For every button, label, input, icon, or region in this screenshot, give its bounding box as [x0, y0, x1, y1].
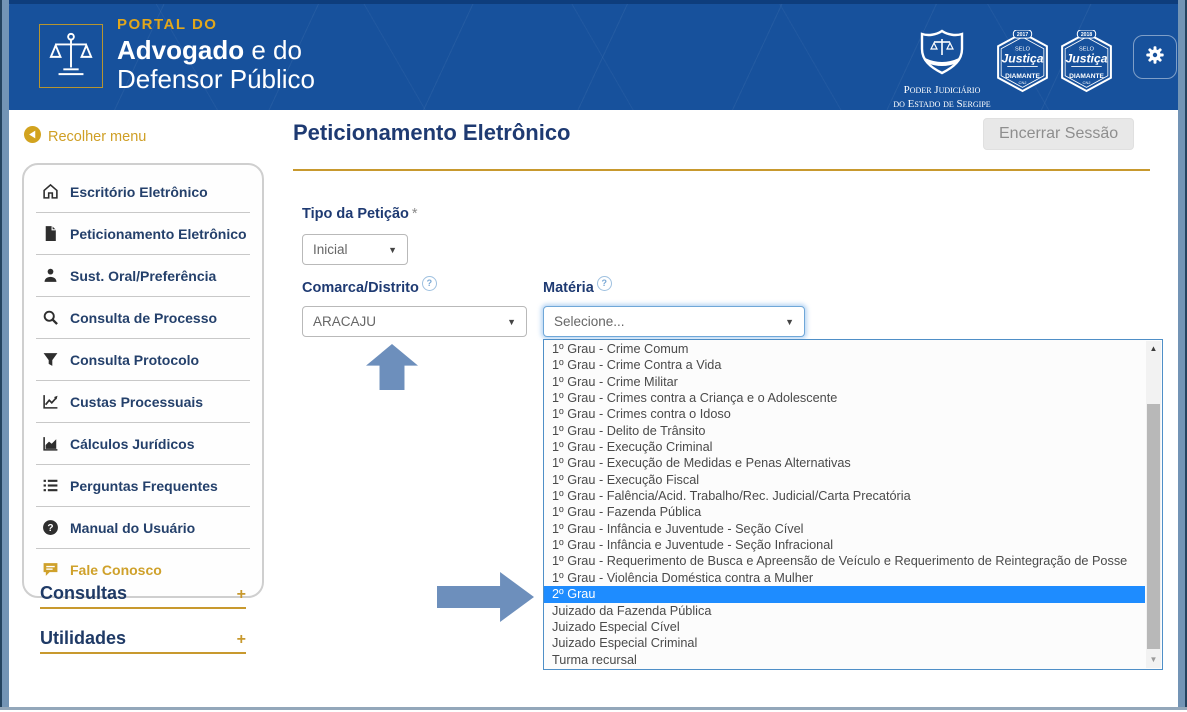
materia-help-icon[interactable]: ?: [597, 276, 612, 291]
sidebar-item-custas-processuais[interactable]: [24, 381, 262, 422]
materia-option[interactable]: 1º Grau - Infância e Juventude - Seção Cível: [552, 521, 804, 536]
materia-option[interactable]: 1º Grau - Crimes contra a Criança e o Adolescente: [552, 391, 838, 406]
sidebar-item-calculos-juridicos[interactable]: [24, 423, 262, 464]
expand-plus-icon: +: [236, 631, 246, 648]
materia-option[interactable]: 1º Grau - Crime Comum: [552, 342, 689, 356]
sidebar-item-peticionamento-eletronico[interactable]: [24, 213, 262, 254]
selo-justica-badge-2017: [994, 30, 1051, 98]
filter-icon: [42, 351, 59, 368]
portal-title-rest: e do: [244, 35, 302, 65]
comarca-distrito-select[interactable]: [302, 306, 527, 337]
comarca-select-value: ARACAJU: [313, 314, 377, 329]
search-icon: [42, 309, 59, 326]
scales-logo-frame: [39, 24, 103, 88]
scrollbar-thumb[interactable]: [1147, 404, 1160, 649]
materia-option[interactable]: 1º Grau - Crime Contra a Vida: [552, 358, 722, 373]
user-icon: [42, 267, 59, 284]
materia-option[interactable]: 1º Grau - Violência Doméstica contra a Mulher: [552, 570, 814, 585]
sidebar-item-perguntas-frequentes[interactable]: [24, 465, 262, 506]
svg-text:?: ?: [47, 523, 54, 535]
materia-option-selected[interactable]: 2º Grau: [544, 586, 1145, 602]
document-icon: [42, 225, 59, 242]
materia-select-value: Selecione...: [554, 314, 625, 329]
page-left-border: [0, 0, 9, 708]
annotation-arrow-right-icon: [437, 572, 534, 622]
sidebar-item-label: Peticionamento Eletrônico: [70, 225, 247, 242]
svg-text:SELO: SELO: [1015, 46, 1030, 53]
collapse-menu-label: Recolher menu: [48, 128, 147, 145]
collapse-circle-arrow-icon: [24, 126, 41, 147]
portal-kicker: PORTAL DO: [117, 16, 218, 33]
materia-options-list: [544, 341, 1145, 668]
page-right-border: [1178, 0, 1187, 708]
sidebar-item-label: Consulta Protocolo: [70, 351, 200, 368]
comarca-distrito-label: Comarca/Distrito ?: [302, 276, 437, 296]
dropdown-scrollbar[interactable]: [1146, 341, 1161, 668]
svg-text:DIAMANTE: DIAMANTE: [1069, 72, 1104, 80]
sidebar-item-consulta-de-processo[interactable]: [24, 297, 262, 338]
materia-option[interactable]: 1º Grau - Fazenda Pública: [552, 505, 702, 520]
chevron-down-icon: ▼: [388, 244, 397, 255]
sidebar-menu: [22, 163, 264, 598]
chart-area-icon: [42, 435, 59, 452]
portal-title-bold: Advogado: [117, 35, 245, 65]
settings-button[interactable]: [1133, 35, 1177, 79]
sidebar-item-consulta-protocolo[interactable]: [24, 339, 262, 380]
materia-option[interactable]: 1º Grau - Crimes contra o Idoso: [552, 407, 731, 422]
sidebar-item-label: Consulta de Processo: [70, 309, 218, 326]
materia-option[interactable]: 1º Grau - Falência/Acid. Trabalho/Rec. Judicial/Carta Precatória: [552, 489, 911, 504]
chevron-down-icon: ▼: [785, 316, 794, 327]
title-divider: [293, 169, 1150, 171]
gear-icon: [1144, 44, 1166, 71]
sidebar-item-label: Fale Conosco: [70, 561, 162, 578]
sidebar-section-consultas[interactable]: [40, 583, 246, 609]
svg-text:2017: 2017: [1016, 32, 1029, 39]
materia-label: Matéria ?: [543, 276, 612, 296]
page-title: Peticionamento Eletrônico: [293, 120, 571, 145]
materia-option[interactable]: Juizado da Fazenda Pública: [552, 603, 712, 618]
materia-option[interactable]: 1º Grau - Execução Fiscal: [552, 472, 700, 487]
svg-text:SELO: SELO: [1079, 46, 1094, 53]
materia-option[interactable]: 1º Grau - Infância e Juventude - Seção Infracional: [552, 538, 834, 553]
materia-option[interactable]: Juizado Especial Criminal: [552, 636, 698, 651]
tipo-da-peticao-label: Tipo da Petição *: [302, 206, 418, 222]
svg-text:DIAMANTE: DIAMANTE: [1005, 72, 1040, 80]
sidebar-item-escritorio-eletronico[interactable]: [24, 171, 262, 212]
expand-plus-icon: +: [236, 586, 246, 603]
materia-option[interactable]: Turma recursal: [552, 652, 637, 667]
collapse-menu-link[interactable]: [24, 126, 146, 147]
app-header: [9, 0, 1178, 110]
crest-shield-icon: [911, 64, 973, 81]
crest-caption-line1: Poder Judiciário: [903, 84, 981, 96]
materia-options-dropdown: [543, 339, 1163, 670]
scales-of-justice-icon: [48, 31, 94, 82]
home-icon: [42, 183, 59, 200]
page-bottom-border: [0, 707, 1187, 710]
sidebar-item-manual-do-usuario[interactable]: [24, 507, 262, 548]
svg-text:CNJ: CNJ: [1018, 79, 1027, 85]
materia-option[interactable]: 1º Grau - Delito de Trânsito: [552, 423, 706, 438]
materia-option[interactable]: 1º Grau - Execução de Medidas e Penas Alternativas: [552, 456, 851, 471]
section-label: Utilidades: [40, 628, 127, 648]
judiciary-crest: [889, 29, 995, 110]
materia-select[interactable]: [543, 306, 805, 337]
sidebar-item-sust-oral-preferencia[interactable]: [24, 255, 262, 296]
materia-option[interactable]: Juizado Especial Cível: [552, 619, 680, 634]
end-session-button[interactable]: Encerrar Sessão: [983, 118, 1134, 150]
materia-option[interactable]: 1º Grau - Requerimento de Busca e Apreensão de Veículo e Requerimento de Reintegração de Posse: [552, 554, 1128, 569]
list-icon: [42, 477, 59, 494]
svg-text:Justiça: Justiça: [1065, 51, 1108, 66]
sidebar-item-label: Cálculos Jurídicos: [70, 435, 195, 452]
svg-text:CNJ: CNJ: [1082, 79, 1091, 85]
sidebar-item-label: Sust. Oral/Preferência: [70, 267, 217, 284]
section-label: Consultas: [40, 583, 128, 603]
sidebar-item-label: Custas Processuais: [70, 393, 204, 410]
svg-text:Justiça: Justiça: [1001, 51, 1044, 66]
sidebar-item-label: Perguntas Frequentes: [70, 477, 218, 494]
selo-justica-badge-2018: [1058, 30, 1115, 98]
sidebar-section-utilidades[interactable]: [40, 628, 246, 654]
help-icon: [42, 519, 59, 536]
comarca-help-icon[interactable]: ?: [422, 276, 437, 291]
tipo-da-peticao-select[interactable]: [302, 234, 408, 265]
materia-option[interactable]: 1º Grau - Execução Criminal: [552, 440, 713, 455]
chevron-down-icon: ▼: [507, 316, 516, 327]
chart-line-icon: [42, 393, 59, 410]
tipo-select-value: Inicial: [313, 242, 348, 257]
materia-option[interactable]: 1º Grau - Crime Militar: [552, 374, 678, 389]
required-asterisk: *: [411, 206, 418, 222]
sidebar-item-label: Manual do Usuário: [70, 519, 196, 536]
sidebar-item-label: Escritório Eletrônico: [70, 183, 208, 200]
scroll-down-arrow-icon[interactable]: ▼: [1149, 655, 1158, 664]
annotation-arrow-up-icon: [366, 344, 418, 390]
portal-title: [117, 14, 315, 94]
crest-caption-line2: do Estado de Sergipe: [893, 98, 991, 110]
portal-title-line2: Defensor Público: [117, 64, 315, 94]
scroll-up-arrow-icon[interactable]: ▲: [1149, 344, 1158, 353]
svg-text:2018: 2018: [1080, 32, 1093, 39]
chat-icon: [42, 561, 59, 578]
